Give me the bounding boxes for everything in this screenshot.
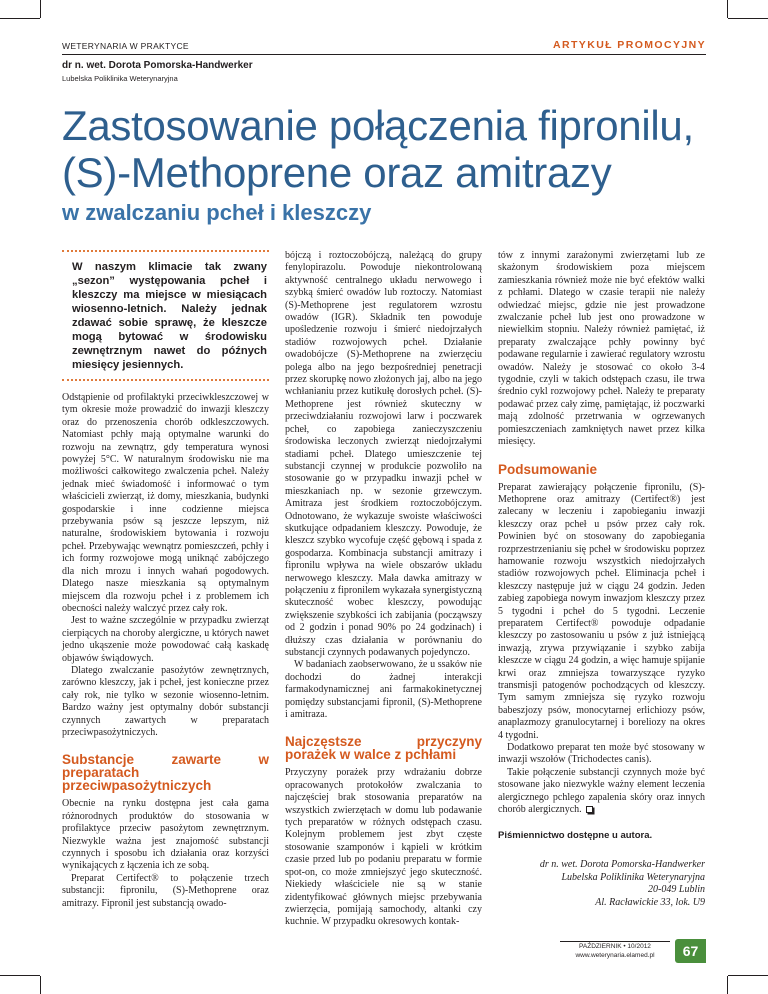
signature-city: 20-049 Lublin [648,884,705,896]
paragraph: bójczą i roztoczobójczą, należącą do grupy fenylopirazolu. Powoduje niekontrolowaną aktywność centralnego układu nerwowego i szybką śmierć owadów lub roztoczy. Natomiast (S)-Methoprene jest regulatorem wzrostu owadów (IGR). Składnik ten powoduje upośledzenie rozwoju i śmierć niedojrzałych stadiów rozwojowych pcheł. Działanie owadobójcze (S)-Methoprene na zwierzęciu polega albo na jego bezpośredniej penetracji przez skorupkę nowo złożonych jaj, albo na jego wchłanianiu przez kutikułę dorosłych pcheł. (S)-Methoprene jest również skuteczny w przeciwdziałaniu rozwojowi larw i poczwarek pcheł, co zapobiega zanieczyszczeniu środowiska leczonych zwierząt niedojrzałymi stadiami pcheł. Dlatego umieszczenie tej substancji czynnej w produkcie pozwoliło na stosowanie go w przypadku inwazji pcheł w mieszkaniach np. w sezonie grzewczym. Amitraza jest środkiem roztoczobójczym. Odnotowano, że wykazuje swoiste właściwości skutkujące odpadaniem kleszczy. Powoduje, że kleszcz szybko wycofuje część gębową i spada z gospodarza. Kombinacja substancji amitrazy i fipronilu wpływa na wiele obszarów układu nerwowego kleszczy. Mała dawka amitrazy w połączeniu z fipronilem wykazała synergistyczną skuteczność wobec kleszczy, powodując zwiększenie szybkości ich zabijania (począwszy od 2 godzin i ponad 90% po 24 godzinach) i dłuższy czas działania w porównaniu do substancji czynnych podawanych pojedynczo. [285,250,482,658]
crop-mark [40,0,41,18]
section-label: WETERYNARIA W PRAKTYCE [62,41,189,51]
column-2 [285,250,482,929]
dotted-rule [62,250,269,253]
crop-mark [728,975,768,976]
crop-mark [40,976,41,994]
header-rule [62,54,706,55]
footer-url: www.weterynaria.elamed.pl [575,952,655,959]
signature-institution: Lubelska Poliklinika Weterynaryjna [561,871,705,883]
paragraph: Dlatego zwalczanie pasożytów zewnętrznych, zarówno kleszczy, jak i pcheł, jest konieczne przez cały rok, nie tylko w sezonie wiosenno-letnim. Bardzo ważny jest optymalny dobór substancji czynnych zawartych w preparatach przeciwpasożytniczych. [62,664,269,738]
lead-paragraph: W naszym klimacie tak zwany „sezon” występowania pcheł i kleszczy ma miejsce w miesiącach wiosenno-letnich. Należy jednak zdawać sobie sprawę, że kleszcze mogą bytować w środowisku zewnętrznym nawet do późnych miesięcy jesiennych. [72,261,267,371]
crop-mark [0,975,40,976]
paragraph: Preparat zawierający połączenie fipronilu, (S)-Methoprene oraz amitrazy (Certifect®) jest zalecany w leczeniu i zapobieganiu inwazji kleszczy oraz pcheł u psów przez cały rok. Powinien być on stosowany do zapobiegania rozprzestrzenianiu się pcheł w środowisku poprzez hamowanie rozwoju wszystkich niedojrzałych stadiów rozwojowych pcheł. Eliminacja pcheł i kleszczy następuje już w ciągu 24 godzin. Jeden zabieg zapobiega nowym inwazjom kleszczy przez 5 tygodni i pcheł do 5 tygodni. Leczenie preparatem Certifect® powoduje odpadanie kleszczy po zastosowaniu u psów z już istniejącą inwazją, zrywa przywiązanie i szybko zabija kleszcze w ciągu 24 godzin, a więc hamuje spijanie krwi oraz zmniejsza towarzyszące ryzyko transmisji patogenów pochodzących od kleszczy. Tym samym zmniejsza się ryzyko rozwoju babeszjozy psów, monocytarnej erlichiozy psów, anaplazmozy granulocytarnej i boreliozy na okres 4 tygodni. [498,481,705,741]
paragraph: Dodatkowo preparat ten może być stosowany w inwazji wszołów (Trichodectes canis). [498,742,705,766]
footer-issue: PAŹDZIERNIK • 10/2012 [579,943,651,950]
paragraph [498,767,705,817]
article-title: Zastosowanie połączenia fipronilu, (S)-Methoprene oraz amitrazy [62,102,694,196]
author-signature [498,859,705,910]
section-heading: Substancje zawarte w preparatach przeciwpasożytniczych [62,752,269,794]
crop-mark [727,976,728,994]
paragraph: Przyczyny porażek przy wdrażaniu dobrze opracowanych protokołów zwalczania to najczęściej brak stosowania preparatów na wszystkich zwierzętach w domu lub podawanie tych preparatów w różnych odstępach czasu. Kolejnym problemem jest zbyt częste stosowanie szamponów i kąpieli w krótkim czasie przed lub po podaniu preparatu w formie spot-on, co może zmniejszyć jego skuteczność. Niekiedy właściciele nie są w stanie zidentyfikować głównych miejsc przebywania zwierzęcia, pomijają samochody, altanki czy kuchnie. W przypadku okresowych kontak- [285,767,482,928]
signature-address: Al. Racławickie 33, lok. U9 [595,897,705,909]
promo-label: ARTYKUŁ PROMOCYJNY [553,39,706,51]
end-of-article-icon [586,806,593,813]
paragraph: W badaniach zaobserwowano, że u ssaków nie dochodzi do żadnej interakcji farmakodynamicznej ani farmakokinetycznej pomiędzy substancjami fipronil, (S)-Methoprene i amitraza. [285,659,482,721]
paragraph: Preparat Certifect® to połączenie trzech substancji: fipronilu, (S)-Methoprene oraz amitrazy. Fipronil jest substancją owado- [62,872,269,909]
author-institution: Lubelska Poliklinika Weterynaryjna [62,74,178,83]
signature-name: dr n. wet. Dorota Pomorska-Handwerker [539,858,705,870]
crop-mark [0,18,40,19]
column-1 [62,250,269,910]
paragraph: Jest to ważne szczególnie w przypadku zwierząt cierpiących na choroby alergiczne, u których nawet jedno ukąszenie może powodować całą kaskadę objawów świądowych. [62,615,269,664]
column-3 [498,250,705,910]
dotted-rule [62,379,269,382]
references-note: Piśmiennictwo dostępne u autora. [498,830,653,842]
article-subtitle: w zwalczaniu pcheł i kleszczy [62,200,372,225]
section-heading: Podsumowanie [498,461,598,477]
crop-mark [727,0,728,18]
page-number-badge: 67 [675,939,706,963]
paragraph: tów z innymi zarażonymi zwierzętami lub ze skażonym środowiskiem poza miejscem zamieszkania również może nie być efektów walki z pchłami. Dlatego w czasie terapii nie należy odwiedzać miejsc, gdzie nie jest prowadzone zwalczanie pcheł lub jest ono prowadzone w niewielkim stopniu. Należy również pamiętać, iż preparaty zwalczające pchły powinny być podawane regularnie i zawierać regulatory wzrostu owadów. Należy je stosować co około 3-4 tygodnie, czyli w takich odstępach czasu, ile trwa średnio cykl rozwojowy pcheł. Należy te preparaty podawać przez cały zimę, pamiętając, iż poczwarki mają zdolność przetrwania w ogrzewanych pomieszczeniach zamkniętych nawet przez kilka miesięcy. [498,250,705,448]
paragraph-text: Takie połączenie substancji czynnych może być stosowane jako niezwykle ważny element leczenia alergicznego pchlego zapalenia skóry oraz innych chorób alergicznych. [498,766,705,816]
section-heading: Najczęstsze przyczyny porażek w walce z pchłami [285,734,482,763]
footer-rule [560,941,670,942]
paragraph: Obecnie na rynku dostępna jest cała gama różnorodnych produktów do stosowania w profilaktyce przeciw pasożytom zewnętrznym. Niezwykle ważna jest znajomość substancji czynnych i sposobu ich działania oraz korzyści wynikających z łączenia ich ze sobą. [62,798,269,872]
paragraph: Odstąpienie od profilaktyki przeciwkleszczowej w tym okresie może prowadzić do inwazji kleszczy oraz do przenoszenia chorób odkleszczowych. Natomiast pchły mają optymalne warunki do rozwoju na zewnątrz, gdy temperatura wynosi powyżej 5°C. W naturalnym środowisku nie ma możliwości całkowitego zwalczenia pcheł. Należy jednak mieć świadomość i informować o tym właścicieli zwierząt, iż domy, mieszkania, budynki gospodarskie i inne codzienne miejsca przebywania psów są jeszcze lepszym, niż naturalne, środowiskiem bytowania i rozwoju pcheł. Przebywając wewnątrz pomieszczeń, pchły i ich formy rozwojowe mogą uniknąć zabójczego dla nich mrozu i innych wahań pogodowych. Dlatego nasze mieszkania są optymalnym miejscem dla rozwoju pcheł i z problemem ich obecności należy walczyć przez cały rok. [62,392,269,614]
author-name: dr n. wet. Dorota Pomorska-Handwerker [62,60,253,71]
crop-mark [728,18,768,19]
